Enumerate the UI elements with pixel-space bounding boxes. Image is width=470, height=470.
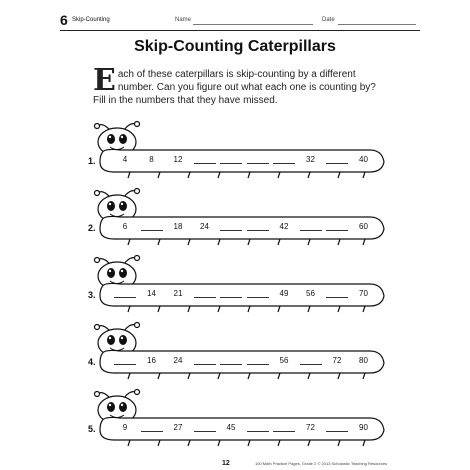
blank-cell[interactable] — [220, 289, 242, 298]
number-cell: 90 — [359, 423, 368, 432]
number-cell: 72 — [306, 423, 315, 432]
intro-paragraph — [93, 63, 383, 107]
number-cell: 42 — [279, 222, 289, 231]
number-cells — [114, 155, 368, 169]
page-header — [60, 14, 420, 31]
number-cell: 8 — [149, 155, 154, 164]
blank-cell[interactable] — [247, 289, 269, 298]
caterpillar-number: 1. — [88, 156, 96, 166]
number-cell: 56 — [306, 289, 315, 298]
blank-cell[interactable] — [326, 222, 348, 231]
blank-cell[interactable] — [141, 222, 163, 231]
number-cell: 12 — [173, 155, 183, 164]
blank-cell[interactable] — [300, 356, 322, 365]
blank-cell[interactable] — [273, 155, 295, 164]
caterpillar-5 — [80, 388, 400, 454]
name-label: Name — [175, 17, 192, 23]
blank-cell[interactable] — [114, 356, 136, 365]
number-cell: 14 — [147, 289, 156, 298]
number-cells — [114, 222, 368, 236]
blank-cell[interactable] — [247, 222, 269, 231]
caterpillar-drawing — [80, 187, 400, 253]
number-cell: 16 — [147, 356, 156, 365]
date-label: Date — [322, 17, 335, 23]
number-cell: 4 — [122, 155, 128, 164]
number-cell: 24 — [200, 222, 209, 231]
number-cell: 21 — [173, 289, 183, 298]
caterpillar-4 — [80, 321, 400, 387]
blank-cell[interactable] — [247, 423, 269, 432]
caterpillar-drawing — [80, 120, 400, 186]
number-cells — [114, 423, 368, 437]
intro-text: ach of these caterpillars is skip-counting by a different number. Can you figure out what each one is counting by? Fill in the numbers that they have missed. — [93, 69, 376, 106]
number-cell: 45 — [226, 423, 236, 432]
section-label: Skip-Counting — [72, 17, 110, 23]
footer-page-number: 12 — [222, 460, 230, 467]
footer-credit: 100 Math Practice Pages, Grade 2 © 2013 Scholastic Teaching Resources — [255, 461, 388, 466]
caterpillar-drawing — [80, 254, 400, 320]
caterpillar-3 — [80, 254, 400, 320]
number-cell: 24 — [173, 356, 183, 365]
number-cell: 60 — [359, 222, 368, 231]
number-cell: 80 — [359, 356, 368, 365]
caterpillar-drawing — [80, 388, 400, 454]
number-cell: 18 — [173, 222, 183, 231]
name-line[interactable] — [193, 24, 313, 25]
number-cell: 56 — [279, 356, 289, 365]
blank-cell[interactable] — [326, 289, 348, 298]
blank-cell[interactable] — [220, 155, 242, 164]
number-cell: 6 — [122, 222, 128, 231]
caterpillar-number: 4. — [88, 357, 96, 367]
date-line[interactable] — [338, 24, 416, 25]
caterpillar-drawing — [80, 321, 400, 387]
number-cells — [114, 289, 368, 303]
number-cell: 9 — [122, 423, 128, 432]
number-cell: 32 — [306, 155, 315, 164]
caterpillar-number: 3. — [88, 290, 96, 300]
blank-cell[interactable] — [141, 423, 163, 432]
blank-cell[interactable] — [194, 423, 216, 432]
blank-cell[interactable] — [194, 289, 216, 298]
blank-cell[interactable] — [273, 423, 295, 432]
blank-cell[interactable] — [220, 356, 242, 365]
number-cells — [114, 356, 368, 370]
caterpillar-number: 5. — [88, 424, 96, 434]
blank-cell[interactable] — [326, 155, 348, 164]
blank-cell[interactable] — [326, 423, 348, 432]
number-cell: 72 — [332, 356, 342, 365]
caterpillar-1 — [80, 120, 400, 186]
number-cell: 27 — [173, 423, 183, 432]
blank-cell[interactable] — [194, 155, 216, 164]
number-cell: 70 — [359, 289, 368, 298]
number-cell: 40 — [359, 155, 368, 164]
blank-cell[interactable] — [247, 356, 269, 365]
blank-cell[interactable] — [247, 155, 269, 164]
caterpillar-2 — [80, 187, 400, 253]
blank-cell[interactable] — [194, 356, 216, 365]
blank-cell[interactable] — [220, 222, 242, 231]
blank-cell[interactable] — [114, 289, 136, 298]
blank-cell[interactable] — [300, 222, 322, 231]
page-number: 6 — [60, 12, 68, 28]
page-title: Skip-Counting Caterpillars — [134, 38, 336, 55]
caterpillar-number: 2. — [88, 223, 96, 233]
number-cell: 49 — [279, 289, 289, 298]
drop-cap: E — [93, 63, 116, 98]
